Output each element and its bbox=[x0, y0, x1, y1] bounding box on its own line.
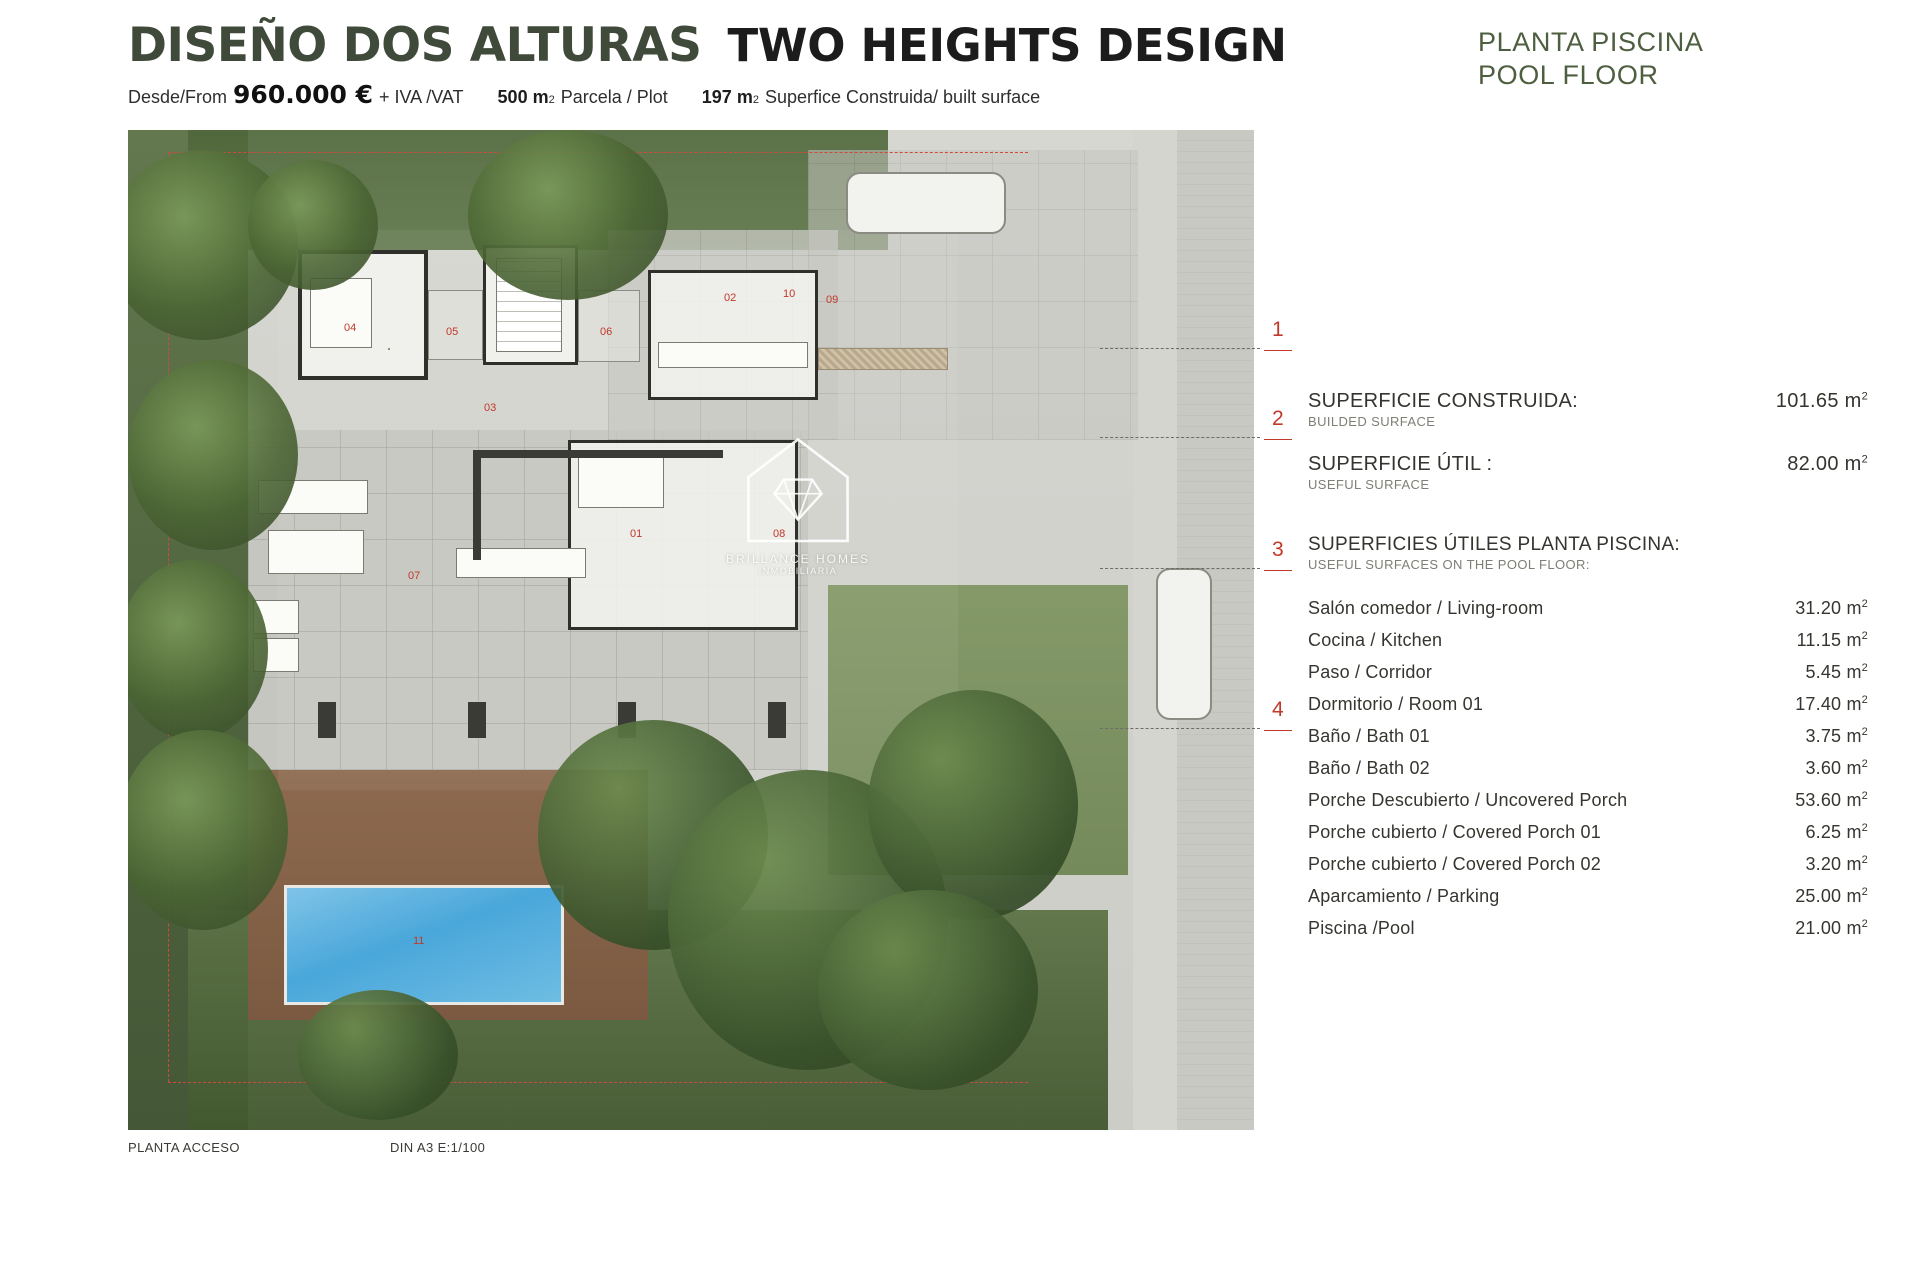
room-number-10: 10 bbox=[783, 288, 796, 300]
surface-row-value: 21.00 $m^2$ bbox=[1795, 917, 1868, 938]
surface-row-label: Salón comedor / Living-room bbox=[1308, 597, 1544, 618]
palm-6 bbox=[248, 160, 378, 290]
room-number-03: 03 bbox=[484, 402, 497, 414]
room-number-04: 04 bbox=[344, 322, 357, 334]
built-value: 197 m bbox=[701, 87, 753, 107]
surface-row-label: Cocina / Kitchen bbox=[1308, 629, 1443, 650]
covered-porch-hatch-a bbox=[818, 348, 948, 370]
surface-row-label: Porche cubierto / Covered Porch 01 bbox=[1308, 821, 1601, 842]
title-english: TWO HEIGHTS DESIGN bbox=[727, 19, 1287, 72]
surface-row bbox=[1308, 816, 1868, 848]
marker-rule-2 bbox=[1264, 439, 1292, 440]
lounger-b bbox=[268, 530, 364, 574]
car-top bbox=[846, 172, 1006, 234]
room-number-01: 01 bbox=[630, 528, 643, 540]
floor-title-english: POOL FLOOR bbox=[1478, 59, 1659, 90]
surface-row-label: Piscina /Pool bbox=[1308, 917, 1415, 938]
useful-surface-label: SUPERFICIE ÚTIL : bbox=[1308, 453, 1493, 475]
marker-rule-1 bbox=[1264, 350, 1292, 351]
useful-surface-sublabel: USEFUL SURFACE bbox=[1308, 477, 1430, 492]
room-number-02: 02 bbox=[724, 292, 737, 304]
brand-tagline: INMOBILIARIA bbox=[758, 566, 838, 576]
panel-spacer-1 bbox=[1308, 429, 1868, 453]
tree-5 bbox=[298, 990, 458, 1120]
surface-row-value: 3.20 $m^2$ bbox=[1805, 853, 1868, 874]
title-spanish: DISEÑO DOS ALTURAS bbox=[128, 18, 702, 73]
surface-row-value: 17.40 $m^2$ bbox=[1795, 693, 1868, 714]
document-header bbox=[128, 18, 1308, 109]
palm-5 bbox=[468, 130, 668, 300]
room-block-05 bbox=[428, 290, 483, 360]
tree-3 bbox=[868, 690, 1078, 920]
surface-row-value: 3.60 $m^2$ bbox=[1805, 757, 1868, 778]
column-4 bbox=[768, 702, 786, 738]
section-title-english: USEFUL SURFACES ON THE POOL FLOOR: bbox=[1308, 557, 1590, 572]
marker-3: 3 bbox=[1272, 538, 1284, 561]
surface-row bbox=[1308, 624, 1868, 656]
useful-surface-block bbox=[1308, 453, 1868, 492]
kitchen-counter bbox=[658, 342, 808, 368]
plot-label: Parcela / Plot bbox=[560, 87, 668, 107]
floor-title bbox=[1478, 26, 1703, 92]
surface-row-label: Porche cubierto / Covered Porch 02 bbox=[1308, 853, 1601, 874]
built-unit-sup: 2 bbox=[752, 94, 759, 106]
title-row bbox=[128, 18, 1308, 73]
marker-lead-4 bbox=[1100, 728, 1260, 729]
built-surface-value: 101.65 $m^2$ bbox=[1775, 390, 1868, 412]
car-street bbox=[1156, 568, 1212, 720]
surface-row bbox=[1308, 880, 1868, 912]
marker-1: 1 bbox=[1272, 318, 1284, 341]
marker-2: 2 bbox=[1272, 407, 1284, 430]
built-surface-sublabel: BUILDED SURFACE bbox=[1308, 414, 1436, 429]
marker-4: 4 bbox=[1272, 698, 1284, 721]
column-2 bbox=[468, 702, 486, 738]
surface-row-label: Dormitorio / Room 01 bbox=[1308, 693, 1484, 714]
room-number-11: 11 bbox=[413, 935, 425, 947]
useful-surface-value: 82.00 $m^2$ bbox=[1787, 453, 1868, 475]
surface-row-label: Baño / Bath 02 bbox=[1308, 757, 1430, 778]
surface-row bbox=[1308, 912, 1868, 944]
floor-plan-image bbox=[128, 130, 1254, 1130]
surface-row bbox=[1308, 688, 1868, 720]
section-title-spanish: SUPERFICIES ÚTILES PLANTA PISCINA: bbox=[1308, 534, 1680, 555]
room-number-05: 05 bbox=[446, 326, 459, 338]
surface-data-panel bbox=[1308, 390, 1868, 944]
price-value: 960.000 € bbox=[233, 80, 373, 109]
surface-row bbox=[1308, 592, 1868, 624]
surface-row bbox=[1308, 848, 1868, 880]
marker-lead-1 bbox=[1100, 348, 1260, 349]
palm-2 bbox=[128, 360, 298, 550]
section-header bbox=[1308, 534, 1868, 572]
surface-row-label: Paso / Corridor bbox=[1308, 661, 1433, 682]
brand-watermark bbox=[683, 430, 913, 576]
surface-rows-list bbox=[1308, 592, 1868, 944]
surface-row-value: 53.60 $m^2$ bbox=[1795, 789, 1868, 810]
plot-unit-sup: 2 bbox=[548, 94, 555, 106]
wall-left bbox=[473, 450, 481, 560]
marker-rule-4 bbox=[1264, 730, 1292, 731]
surface-row bbox=[1308, 752, 1868, 784]
panel-spacer-2 bbox=[1308, 492, 1868, 534]
surface-row bbox=[1308, 720, 1868, 752]
column-1 bbox=[318, 702, 336, 738]
brand-house-icon bbox=[739, 430, 857, 548]
built-surface-label: SUPERFICIE CONSTRUIDA: bbox=[1308, 390, 1578, 412]
marker-rule-3 bbox=[1264, 570, 1292, 571]
sofa-furniture bbox=[578, 452, 664, 508]
surface-row-label: Porche Descubierto / Uncovered Porch bbox=[1308, 789, 1628, 810]
room-number-06: 06 bbox=[600, 326, 613, 338]
useful-surface-line bbox=[1308, 453, 1868, 476]
surface-row-value: 6.25 $m^2$ bbox=[1805, 821, 1868, 842]
marker-lead-3 bbox=[1100, 568, 1260, 569]
price-from-label: Desde/From bbox=[128, 87, 228, 107]
subtitle-row bbox=[128, 80, 1308, 109]
surface-row-label: Baño / Bath 01 bbox=[1308, 725, 1430, 746]
room-number-08: 08 bbox=[773, 528, 786, 540]
room-number-09: 09 bbox=[826, 294, 839, 306]
surface-row-value: 3.75 $m^2$ bbox=[1805, 725, 1868, 746]
floor-title-spanish: PLANTA PISCINA bbox=[1478, 27, 1704, 57]
surface-row bbox=[1308, 784, 1868, 816]
surface-row-value: 11.15 $m^2$ bbox=[1796, 629, 1868, 650]
plan-caption-left: PLANTA ACCESO bbox=[128, 1140, 240, 1155]
built-surface-line bbox=[1308, 390, 1868, 413]
built-surface-block bbox=[1308, 390, 1868, 429]
plot-value: 500 m bbox=[497, 87, 549, 107]
surface-row-value: 5.45 $m^2$ bbox=[1805, 661, 1868, 682]
covered-porch-hatch-b bbox=[388, 348, 390, 350]
vat-label: + IVA /VAT bbox=[379, 87, 464, 107]
plan-caption-scale: DIN A3 E:1/100 bbox=[390, 1140, 486, 1155]
brand-name: BRILLANCE HOMES bbox=[725, 552, 871, 566]
surface-row-value: 31.20 $m^2$ bbox=[1795, 597, 1868, 618]
room-number-07: 07 bbox=[408, 570, 421, 582]
marker-lead-2 bbox=[1100, 437, 1260, 438]
tree-4 bbox=[818, 890, 1038, 1090]
surface-row-label: Aparcamiento / Parking bbox=[1308, 885, 1500, 906]
surface-row-value: 25.00 $m^2$ bbox=[1795, 885, 1868, 906]
surface-row bbox=[1308, 656, 1868, 688]
built-label: Superfice Construida/ built surface bbox=[764, 87, 1041, 107]
